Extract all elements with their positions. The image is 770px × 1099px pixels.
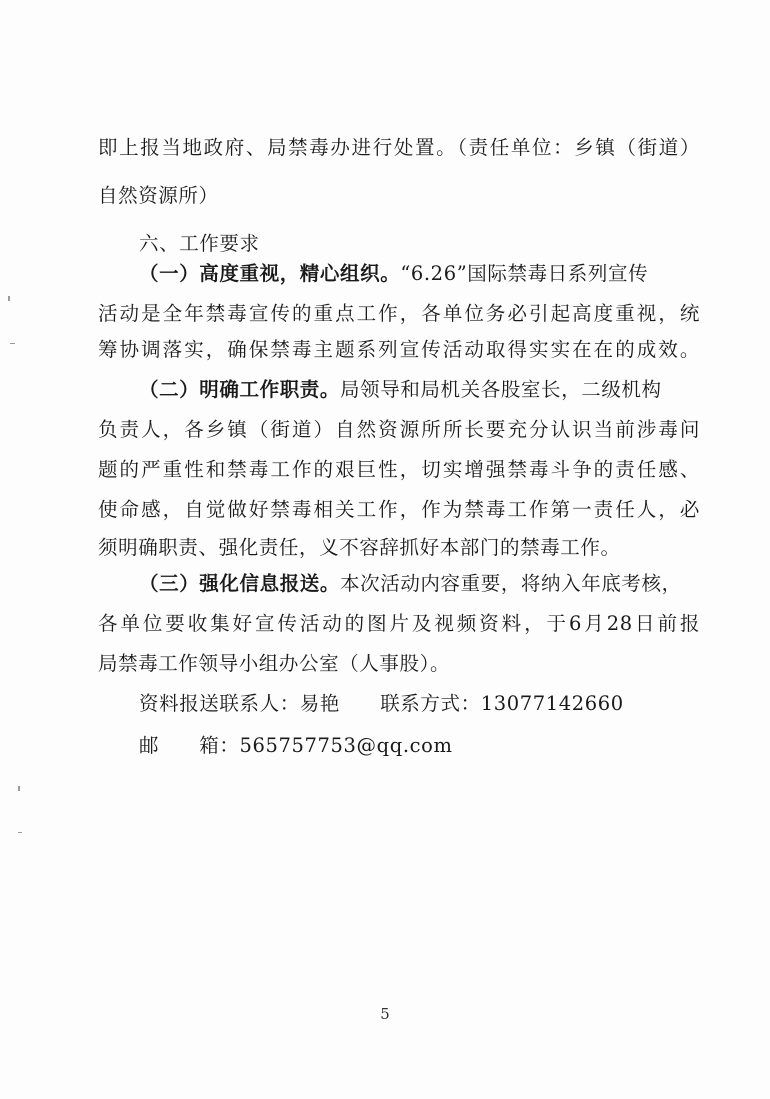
text-line: 各单位要收集好宣传活动的图片及视频资料，于6月28日前报 [98,612,700,635]
paragraph-line [98,178,698,214]
contact-line [139,686,699,722]
scan-artifact [10,343,15,344]
email-info: 邮 箱：565757753@qq.com [139,734,453,757]
paragraph-line [0,130,770,166]
paragraph-line [0,452,770,488]
text-line-1: 即上报当地政府、局禁毒办进行处置。（责任单位：乡镇（街道） [98,136,700,159]
paragraph-line [98,646,698,682]
section-6-title: 六、工作要求 [139,232,260,255]
paragraph-line [0,332,770,368]
scan-artifact [8,296,10,301]
subsection-3-text: 本次活动内容重要，将纳入年底考核， [340,572,682,595]
subsection-1-title: （一）高度重视，精心组织。 [139,262,401,285]
text-line: 须明确职责、强化责任，义不容辞抓好本部门的禁毒工作。 [98,536,621,559]
paragraph-line [0,412,770,448]
text-line: 局禁毒工作领导小组办公室（人事股）。 [98,652,451,675]
page-number: 5 [380,1005,390,1023]
paragraph-line [98,530,698,566]
paragraph-line [0,492,770,528]
text-line: 筹协调落实，确保禁毒主题系列宣传活动取得实实在在的成效。 [98,338,700,361]
paragraph-line [139,256,699,292]
subsection-3-title: （三）强化信息报送。 [139,572,341,595]
text-line: 活动是全年禁毒宣传的重点工作，各单位务必引起高度重视，统 [98,302,700,325]
scan-artifact [18,786,20,791]
text-line: 负责人，各乡镇（街道）自然资源所所长要充分认识当前涉毒问 [98,418,700,441]
text-line: 使命感，自觉做好禁毒相关工作，作为禁毒工作第一责任人，必 [98,498,700,521]
contact-info: 资料报送联系人：易艳 联系方式：13077142660 [139,692,624,715]
subsection-2-text: 局领导和局机关各股室长，二级机构 [340,378,662,401]
paragraph-line [0,296,770,332]
paragraph-line [139,566,699,602]
text-line-2: 自然资源所） [98,184,219,207]
email-line [139,728,699,764]
paragraph-line [139,372,699,408]
paragraph-line [0,606,770,642]
subsection-1-text: “6.26”国际禁毒日系列宣传 [400,262,649,285]
scan-artifact [18,832,22,833]
text-line: 题的严重性和禁毒工作的艰巨性，切实增强禁毒斗争的责任感、 [98,458,700,481]
subsection-2-title: （二）明确工作职责。 [139,378,341,401]
